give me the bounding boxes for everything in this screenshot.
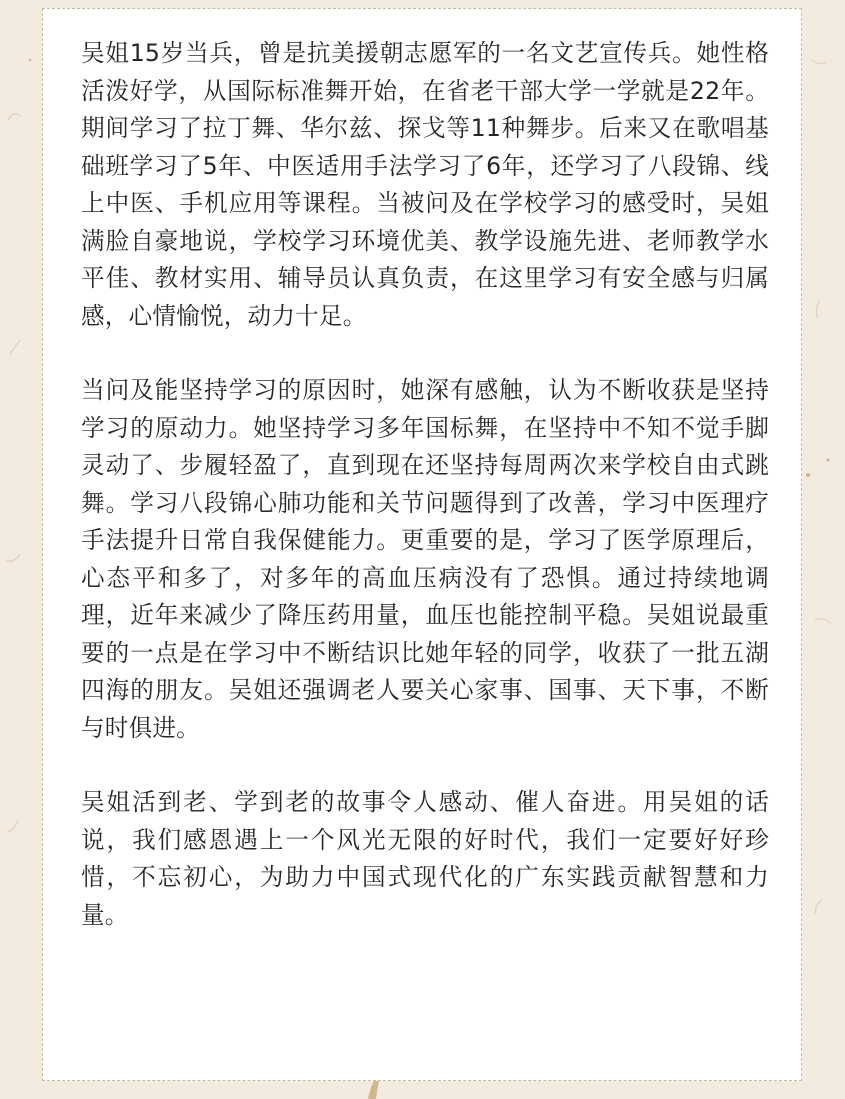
article-paragraph: 吴姐活到老、学到老的故事令人感动、催人奋进。用吴姐的话说，我们感恩遇上一个风光无限的好时代，我们一定要好好珍惜，不忘初心，为助力中国式现代化的广东实践贡献智慧和力量。 xyxy=(81,788,769,929)
article-paragraph: 吴姐15岁当兵，曾是抗美援朝志愿军的一名文艺宣传兵。她性格活泼好学，从国际标准舞开始，在省老干部大学一学就是22年。期间学习了拉丁舞、华尔兹、探戈等11种舞步。后来又在歌唱基础班学习了5年、中医适用手法学习了6年，还学习了八段锦、线上中医、手机应用等课程。当被问及在学校学习的感受时，吴姐满脸自豪地说，学校学习环境优美、教学设施先进、老师教学水平佳、教材实用、辅导员认真负责，在这里学习有安全感与归属感，心情愉悦，动力十足。 xyxy=(81,39,769,330)
article-card xyxy=(42,8,802,1081)
article-body xyxy=(81,35,769,934)
article-paragraph: 当问及能坚持学习的原因时，她深有感触，认为不断收获是坚持学习的原动力。她坚持学习多年国标舞，在坚持中不知不觉手脚灵动了、步履轻盈了，直到现在还坚持每周两次来学校自由式跳舞。学习八段锦心肺功能和关节问题得到了改善，学习中医理疗手法提升日常自我保健能力。更重要的是，学习了医学原理后，心态平和多了，对多年的高血压病没有了恐惧。通过持续地调理，近年来减少了降压药用量，血压也能控制平稳。吴姐说最重要的一点是在学习中不断结识比她年轻的同学，收获了一批五湖四海的朋友。吴姐还强调老人要关心家事、国事、天下事，不断与时俱进。 xyxy=(81,376,769,742)
